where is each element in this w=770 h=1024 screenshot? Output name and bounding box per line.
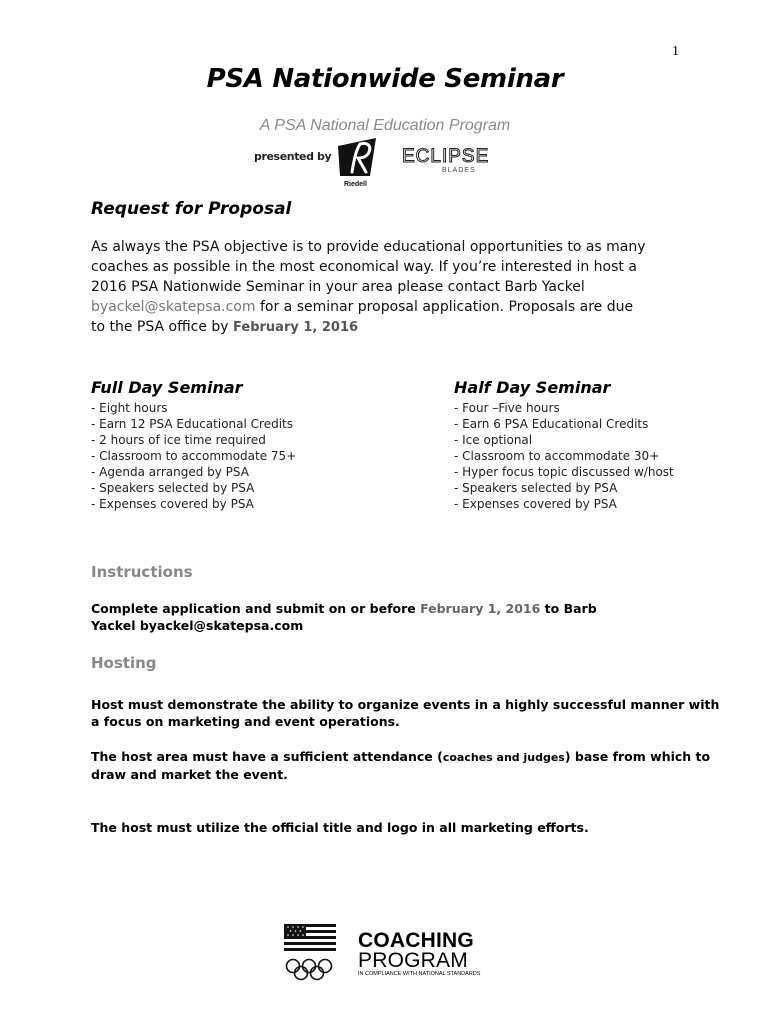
due-date: February 1, 2016 [233, 320, 359, 335]
olympic-rings-icon [287, 960, 332, 980]
page-number: 1 [672, 44, 679, 59]
hosting-p2-pre: The host area must have a sufficient attendance ( [91, 749, 443, 764]
list-item: - Earn 6 PSA Educational Credits [454, 417, 649, 431]
list-item: - Earn 12 PSA Educational Credits [91, 417, 293, 431]
instructions-pre: Complete application and submit on or before [91, 601, 421, 616]
rfp-paragraph [91, 237, 711, 338]
rfp-line [91, 297, 711, 317]
hosting-paragraph-2 [91, 748, 710, 783]
eclipse-logo [402, 144, 518, 180]
instructions-date: February 1, 2016 [420, 601, 541, 616]
rfp-line [91, 317, 711, 338]
list-item: - Eight hours [91, 401, 168, 415]
instructions-text [91, 600, 597, 634]
rfp-line: As always the PSA objective is to provide educational opportunities to as many [91, 239, 646, 255]
list-item: - Ice optional [454, 433, 533, 447]
hosting-line: a focus on marketing and event operations. [91, 714, 400, 729]
hosting-p2-post: ) base from which to [564, 749, 711, 764]
list-item: - Agenda arranged by PSA [91, 465, 249, 479]
list-item: - Classroom to accommodate 30+ [454, 449, 660, 463]
rfp-line: 2016 PSA Nationwide Seminar in your area please contact Barb Yackel [91, 279, 585, 295]
coaching-logo-line2: PROGRAM [358, 949, 468, 972]
half-day-heading: Half Day Seminar [454, 378, 611, 397]
hosting-paragraph-1 [91, 696, 719, 730]
eclipse-text: ECLIPSE [402, 146, 490, 167]
hosting-paragraph-3: The host must utilize the official title and logo in all marketing efforts. [91, 820, 589, 835]
rfp-heading: Request for Proposal [91, 199, 292, 219]
riedell-logo [336, 136, 384, 192]
list-item: - Expenses covered by PSA [91, 497, 254, 511]
hosting-line: draw and market the event. [91, 767, 288, 782]
instructions-heading: Instructions [91, 563, 193, 581]
list-item: - Four –Five hours [454, 401, 560, 415]
instructions-line2: Yackel byackel@skatepsa.com [91, 618, 304, 633]
usa-flag-logo [284, 924, 340, 988]
hosting-p2-small: coaches and judges [442, 751, 565, 764]
page-title: PSA Nationwide Seminar [206, 64, 564, 94]
rfp-line: coaches as possible in the most economical way. If you’re interested in host a [91, 259, 637, 275]
eclipse-subtext: BLADES [442, 167, 476, 174]
list-item: - 2 hours of ice time required [91, 433, 266, 447]
rfp-line-pre: to the PSA office by [91, 319, 234, 335]
rfp-line-rest: for a seminar proposal application. Proposals are due [255, 299, 634, 315]
coaching-logo-line3: IN COMPLIANCE WITH NATIONAL STANDARDS [358, 971, 481, 977]
page-subtitle: A PSA National Education Program [259, 117, 511, 134]
list-item: - Speakers selected by PSA [454, 481, 618, 495]
full-day-list [91, 400, 296, 512]
contact-email-link[interactable]: byackel@skatepsa.com [91, 299, 256, 315]
instructions-post: to Barb [540, 601, 597, 616]
hosting-heading: Hosting [91, 654, 157, 672]
full-day-heading: Full Day Seminar [91, 378, 243, 397]
coaching-logo-line1: COACHING [358, 929, 474, 952]
list-item: - Expenses covered by PSA [454, 497, 617, 511]
hosting-line: Host must demonstrate the ability to organize events in a highly successful manner with [91, 697, 720, 712]
half-day-list [454, 400, 674, 512]
presented-by-label: presented by [254, 150, 332, 163]
list-item: - Speakers selected by PSA [91, 481, 255, 495]
riedell-text: Riedell [344, 181, 367, 188]
list-item: - Classroom to accommodate 75+ [91, 449, 297, 463]
list-item: - Hyper focus topic discussed w/host [454, 465, 674, 479]
